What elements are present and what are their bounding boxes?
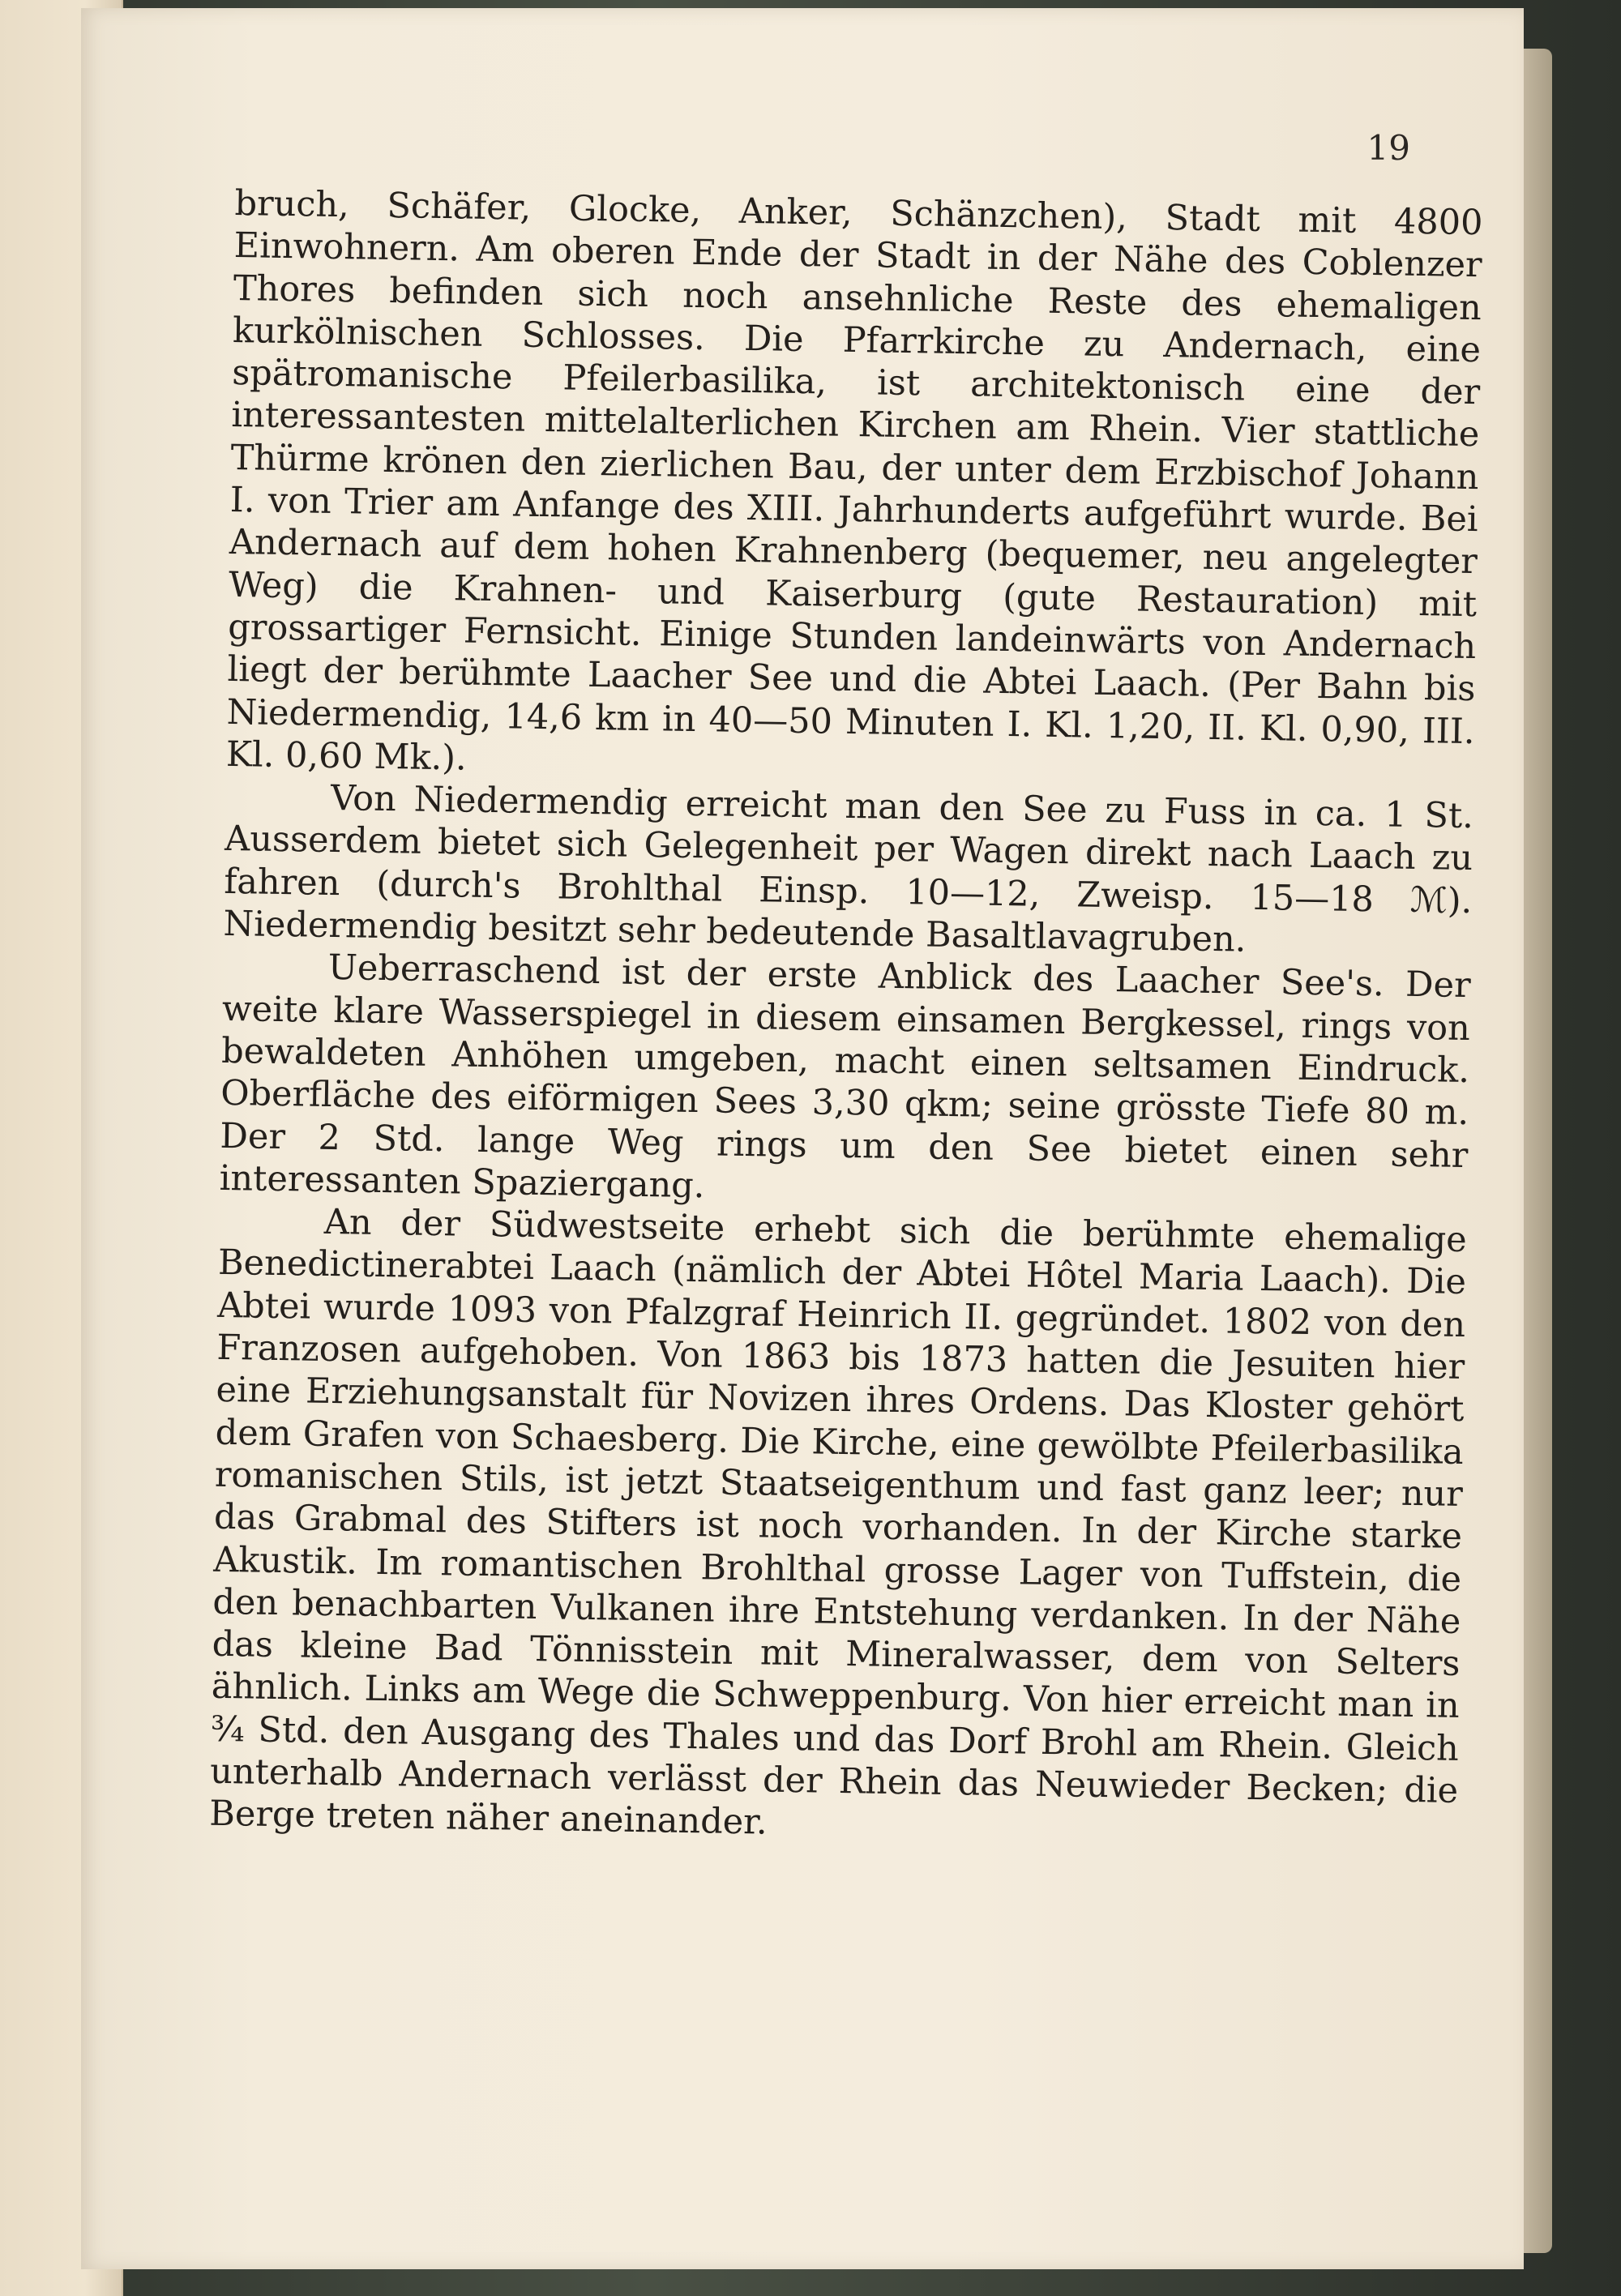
body-text (209, 182, 1483, 1855)
page-number: 19 (1367, 128, 1410, 168)
paragraph-andernach: bruch, Schäfer, Glocke, Anker, Schänzchen), Stadt mit 4800 Einwohnern. Am oberen Ende der Stadt in der Nähe des Coblenzer Thores befinden sich noch ansehnliche Reste des ehemaligen kurkölnischen Schlosses. Die Pfarrkirche zu Andernach, eine spätromanische Pfeilerbasilika, ist architektonisch eine der interessantesten mittelalterlichen Kirchen am Rhein. Vier stattliche Thürme krönen den zierlichen Bau, der unter dem Erzbischof Johann I. von Trier am Anfange des XIII. Jahrhunderts aufgeführt wurde. Bei Andernach auf dem hohen Krahnenberg (bequemer, neu angelegter Weg) die Krahnen- und Kaiserburg (gute Restauration) mit grossartiger Fernsicht. Einige Stunden landeinwärts von Andernach liegt der berühmte Laacher See und die Abtei Laach. (Per Bahn bis Niedermendig, 14,6 km in 40—50 Minuten I. Kl. 1,20, II. Kl. 0,90, III. Kl. 0,60 Mk.). (225, 182, 1483, 779)
book-page (81, 8, 1524, 2269)
paragraph-abtei-laach: An der Südwestseite erhebt sich die berühmte ehemalige Benedictinerabtei Laach (nämlich der Abtei Hôtel Maria Laach). Die Abtei wurde 1093 von Pfalzgraf Heinrich II. gegründet. 1802 von den Franzosen aufgehoben. Von 1863 bis 1873 hatten die Jesuiten hier eine Erziehungsanstalt für Novizen ihres Ordens. Das Kloster gehört dem Grafen von Schaesberg. Die Kirche, eine gewölbte Pfeilerbasilika romanischen Stils, ist jetzt Staatseigenthum und fast ganz leer; nur das Grabmal des Stifters ist noch vorhanden. In der Kirche starke Akustik. Im romantischen Brohlthal grosse Lager von Tuffstein, die den benachbarten Vulkanen ihre Entstehung verdanken. In der Nähe das kleine Bad Tönnisstein mit Mineralwasser, dem von Selters ähnlich. Links am Wege die Schweppenburg. Von hier erreicht man in ¾ Std. den Ausgang des Thales und das Dorf Brohl am Rhein. Gleich unterhalb Andernach verlässt der Rhein das Neuwieder Becken; die Berge treten näher aneinander. (208, 1202, 1468, 1843)
paragraph-laacher-see: Ueberraschend ist der erste Anblick des Laacher See's. Der weite klare Wasserspiegel in diesem einsamen Bergkessel, rings von bewaldeten Anhöhen umgeben, macht einen seltsamen Eindruck. Oberfläche des eiförmigen Sees 3,30 qkm; seine grösste Tiefe 80 m. Der 2 Std. lange Weg rings um den See bietet einen sehr interessanten Spaziergang. (219, 947, 1472, 1207)
paragraph-niedermendig: Von Niedermendig erreicht man den See zu Fuss in ca. 1 St. Ausserdem bietet sich Gelegenheit per Wagen direkt nach Laach zu fahren (durch's Brohlthal Einsp. 10—12, Zweisp. 15—18 ℳ). Niedermendig besitzt sehr bedeutende Basaltlavagruben. (223, 778, 1474, 960)
